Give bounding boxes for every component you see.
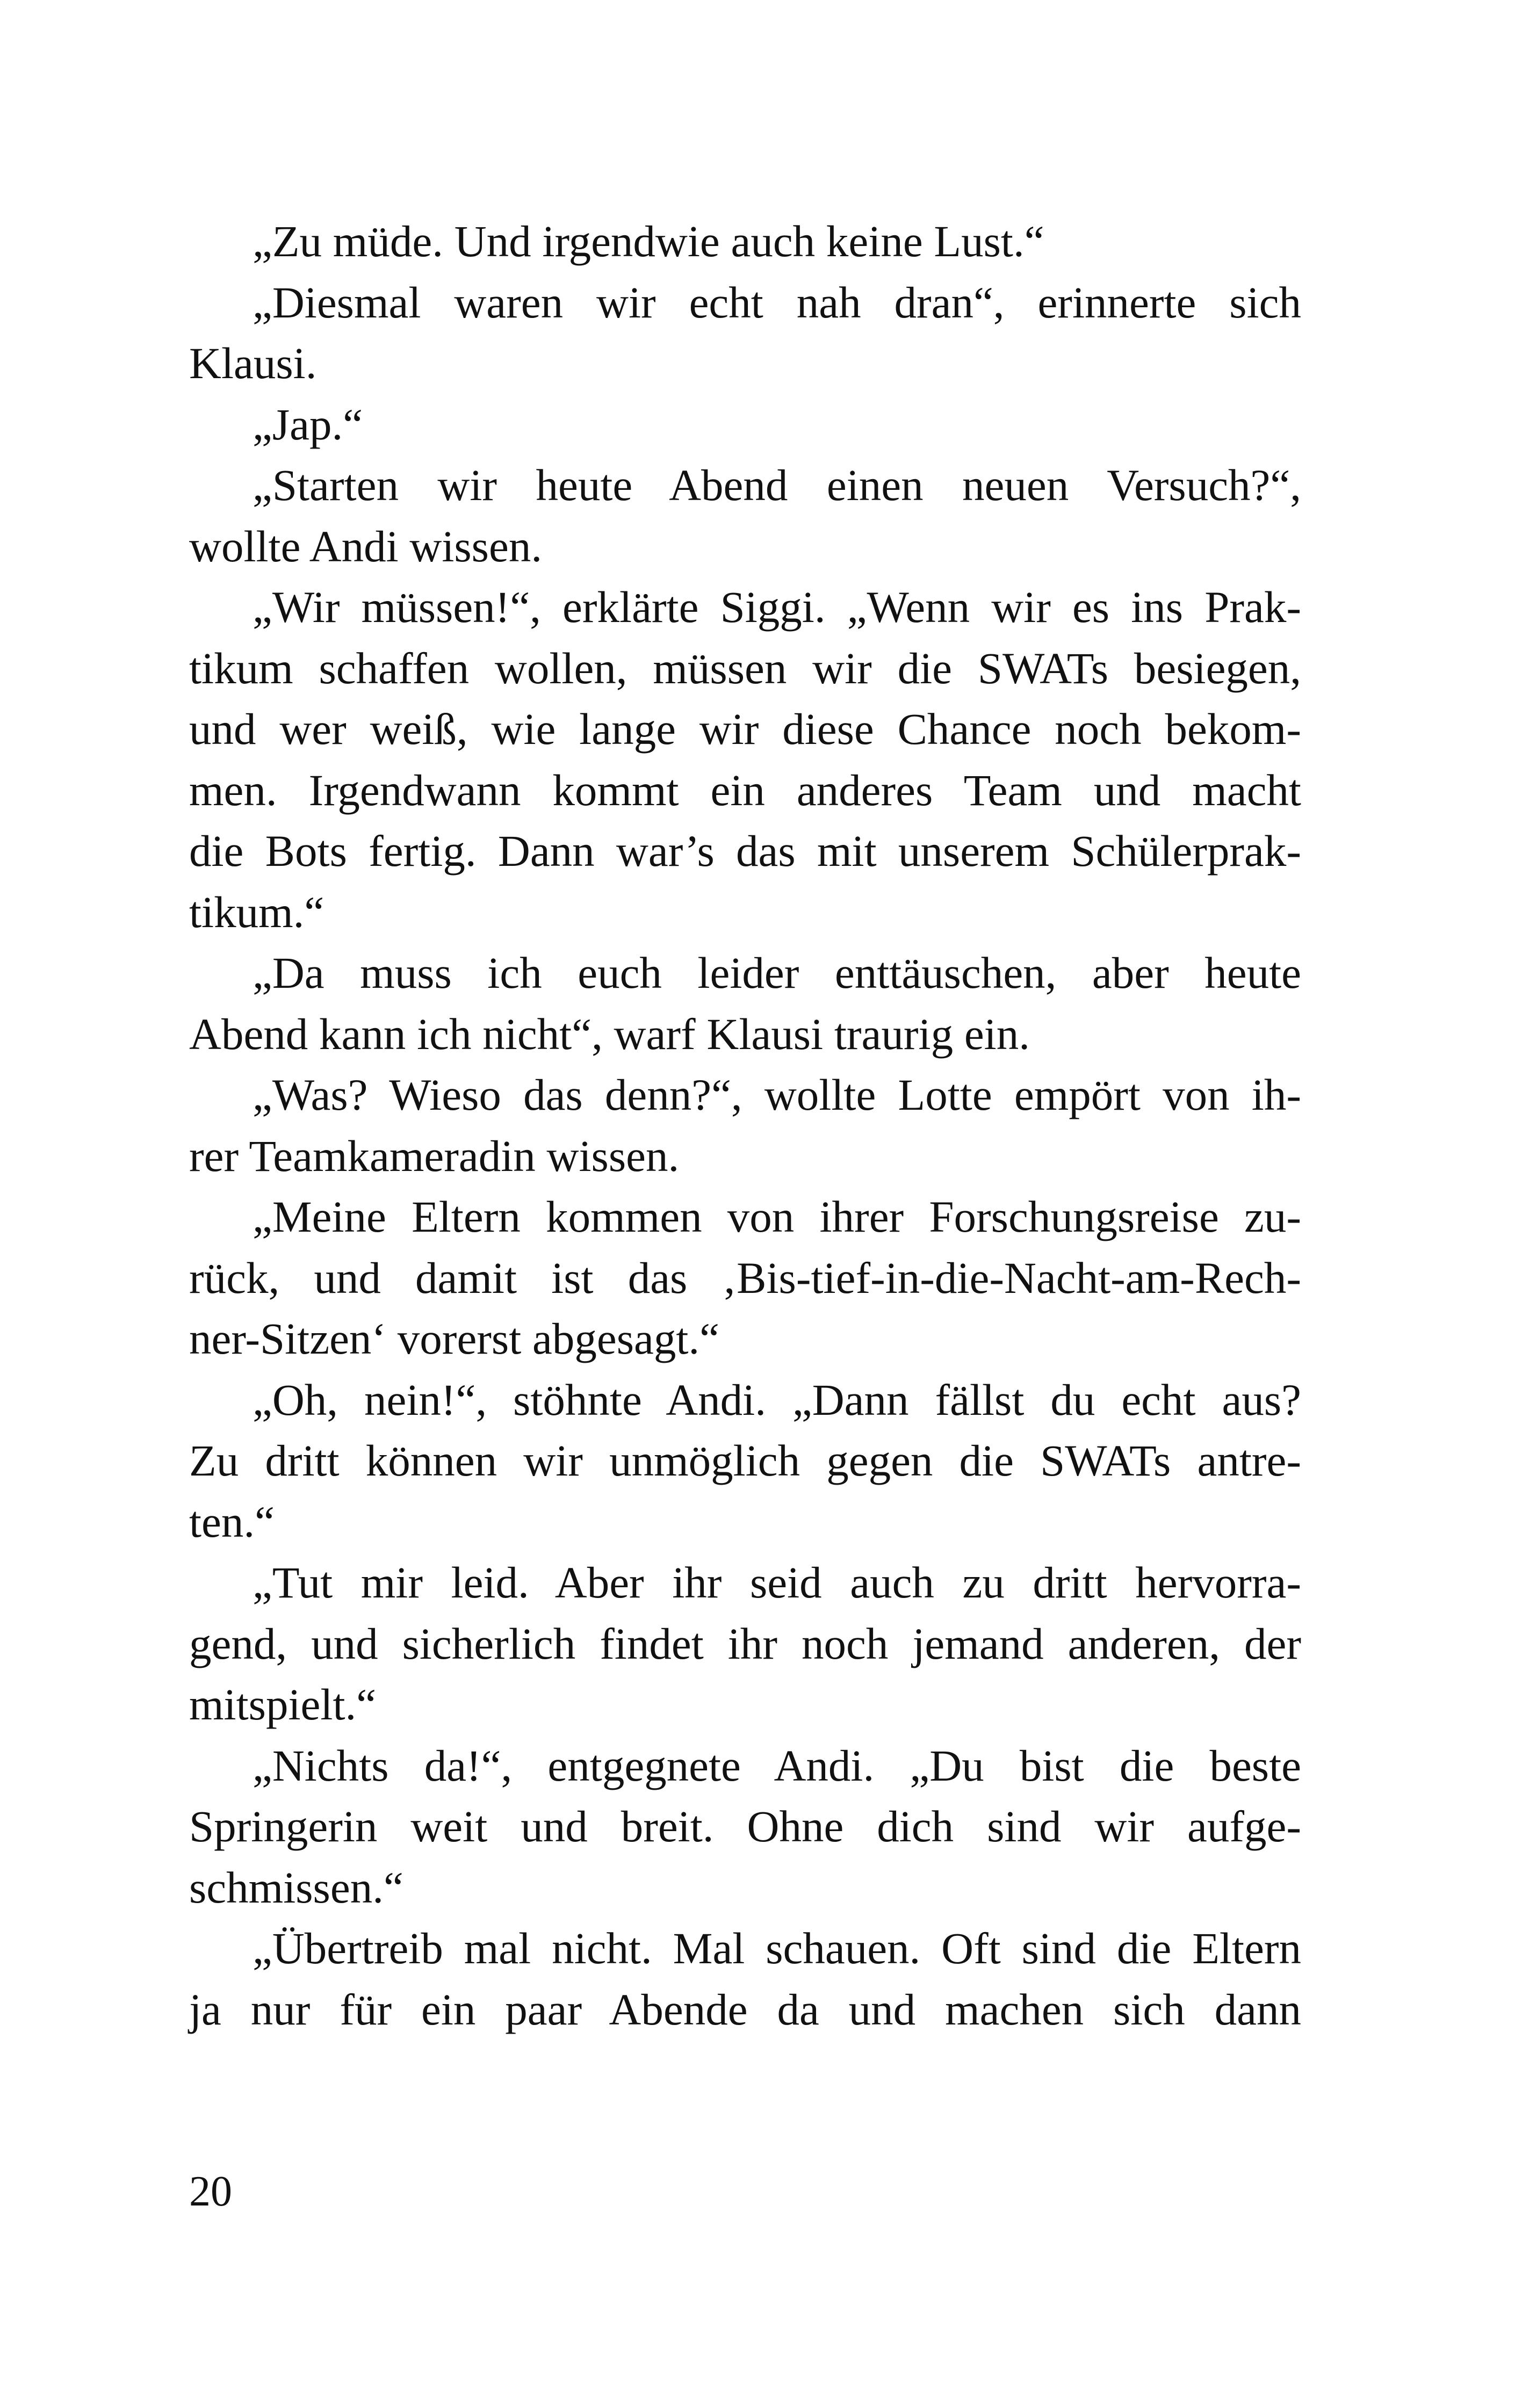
text-line: „Oh, nein!“, stöhnte Andi. „Dann fällst du echt aus? (253, 1375, 1301, 1424)
text-line: „Starten wir heute Abend einen neuen Versuch?“, (253, 460, 1301, 510)
text-line: Zu dritt können wir unmöglich gegen die SWATs antre- (189, 1436, 1301, 1485)
text-line: tikum schaffen wollen, müssen wir die SWATs besiegen, (189, 643, 1301, 693)
text-line: Springerin weit und breit. Ohne dich sind wir aufge- (189, 1802, 1301, 1851)
text-line: „Was? Wieso das denn?“, wollte Lotte empört von ih- (253, 1070, 1301, 1119)
text-line: Klausi. (189, 338, 317, 388)
text-line: „Übertreib mal nicht. Mal schauen. Oft sind die Eltern (253, 1923, 1301, 1973)
text-line: ner-Sitzen‘ vorerst abgesagt.“ (189, 1314, 720, 1363)
text-line: „Jap.“ (253, 399, 363, 449)
body-text (189, 211, 1301, 2040)
text-line: rer Teamkameradin wissen. (189, 1131, 680, 1181)
text-line: die Bots fertig. Dann war’s das mit unserem Schülerprak- (189, 826, 1301, 876)
text-line: gend, und sicherlich findet ihr noch jemand anderen, der (189, 1618, 1301, 1668)
text-line: „Da muss ich euch leider enttäuschen, aber heute (253, 948, 1301, 997)
text-line: „Diesmal waren wir echt nah dran“, erinnerte sich (253, 277, 1301, 327)
text-line: tikum.“ (189, 887, 324, 937)
text-line: ten.“ (189, 1496, 275, 1546)
text-line: „Tut mir leid. Aber ihr seid auch zu dritt hervorra- (253, 1558, 1301, 1607)
text-line: „Meine Eltern kommen von ihrer Forschungsreise zu- (253, 1192, 1301, 1241)
text-line: „Nichts da!“, entgegnete Andi. „Du bist die beste (253, 1740, 1301, 1790)
text-line: Abend kann ich nicht“, warf Klausi traurig ein. (189, 1009, 1030, 1059)
text-line: men. Irgendwann kommt ein anderes Team und macht (189, 765, 1301, 815)
text-line: rück, und damit ist das ‚Bis-tief-in-die-Nacht-am-Rech- (189, 1253, 1301, 1303)
text-line: ja nur für ein paar Abende da und machen sich dann (189, 1984, 1301, 2034)
text-line: und wer weiß, wie lange wir diese Chance noch bekom- (189, 704, 1301, 754)
text-line: schmissen.“ (189, 1862, 403, 1912)
text-line: „Wir müssen!“, erklärte Siggi. „Wenn wir es ins Prak- (253, 582, 1301, 632)
page-number: 20 (189, 2168, 232, 2215)
text-line: mitspielt.“ (189, 1680, 377, 1729)
text-line: wollte Andi wissen. (189, 521, 543, 571)
text-line: „Zu müde. Und irgendwie auch keine Lust.“ (253, 216, 1044, 266)
